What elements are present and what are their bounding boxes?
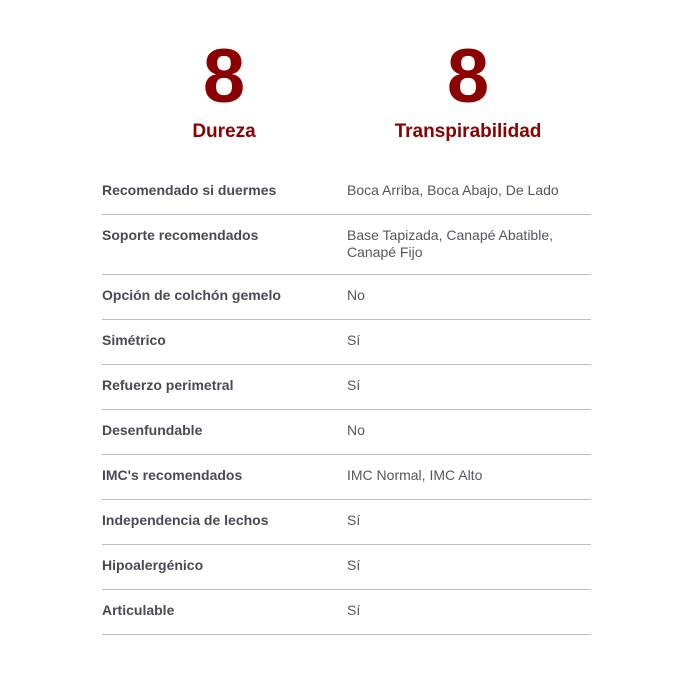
metric-value: 8 — [202, 34, 246, 119]
spec-key: Recomendado si duermes — [102, 182, 277, 198]
metrics-section — [0, 34, 700, 158]
spec-value: Boca Arriba, Boca Abajo, De Lado — [347, 182, 559, 198]
metric-transpirabilidad — [378, 34, 558, 143]
table-row — [102, 320, 591, 365]
spec-value: Sí — [347, 512, 361, 528]
spec-key: Articulable — [102, 602, 175, 618]
spec-key: Desenfundable — [102, 422, 203, 438]
table-row — [102, 545, 591, 590]
table-row — [102, 410, 591, 455]
table-row — [102, 275, 591, 320]
spec-key: Independencia de lechos — [102, 512, 269, 528]
table-row — [102, 170, 591, 215]
table-row — [102, 215, 591, 275]
spec-key: Simétrico — [102, 332, 166, 348]
metric-dureza — [144, 34, 304, 143]
table-row — [102, 455, 591, 500]
spec-value: Base Tapizada, Canapé Abatible, Canapé Fijo — [347, 227, 554, 260]
spec-key: Soporte recomendados — [102, 227, 259, 243]
table-row — [102, 365, 591, 410]
table-row — [102, 590, 591, 635]
spec-value: No — [347, 422, 365, 438]
spec-key: Hipoalergénico — [102, 557, 204, 573]
spec-value: No — [347, 287, 365, 303]
table-row — [102, 500, 591, 545]
metric-label: Dureza — [192, 121, 256, 142]
spec-value: IMC Normal, IMC Alto — [347, 467, 483, 483]
spec-value: Sí — [347, 377, 361, 393]
metric-value: 8 — [446, 34, 490, 119]
spec-value: Sí — [347, 602, 361, 618]
spec-key: Refuerzo perimetral — [102, 377, 234, 393]
spec-key: Opción de colchón gemelo — [102, 287, 281, 303]
metric-label: Transpirabilidad — [394, 121, 542, 142]
spec-key: IMC's recomendados — [102, 467, 243, 483]
spec-value: Sí — [347, 557, 361, 573]
specs-table — [102, 170, 591, 635]
spec-value: Sí — [347, 332, 361, 348]
